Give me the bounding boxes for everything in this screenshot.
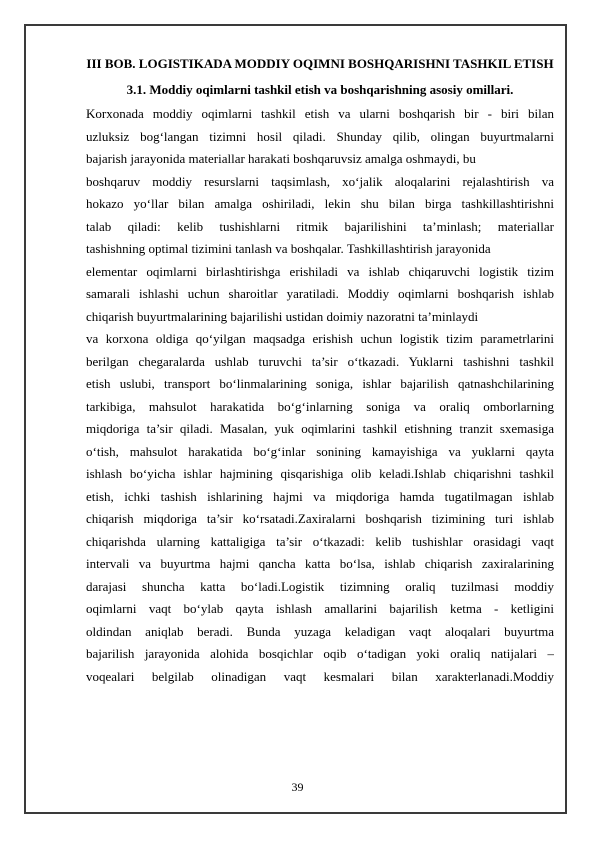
text-line: uzluksiz bog‘langan tizimni hosil qiladi. Shunday qilib, olingan buyurtmalarni bbox=[86, 128, 554, 144]
text-line: elementar oqimlarni birlashtirishga erishiladi va ishlab chiqaruvchi logistik tizim bbox=[86, 263, 554, 279]
text-line: etish, ichki tashish ishlarining hajmi va miqdoriga hamda tugatilmagan ishlab bbox=[86, 488, 554, 504]
text-line: intervali va buyurtma hajmi qancha katta bo‘lsa, ishlab chiqarish zaxiralarining bbox=[86, 556, 554, 571]
text-line: tarkibiga, mahsulot harakatida bo‘g‘inlarning soniga va oraliq omborlarning bbox=[86, 398, 554, 414]
text-line: chiqarish miqdoriga ta’sir ko‘rsatadi.Zaxiralarni boshqarish tizimining turi ishlab bbox=[86, 511, 554, 526]
text-line: talab qiladi: kelib tushishlarni ritmik bajarilishini ta’minlash; materiallar bbox=[86, 218, 554, 234]
text-line: tashishning optimal tizimini tanlash va boshqalar. Tashkillashtirish jarayonida bbox=[86, 241, 491, 256]
text-line: etish uslubi, transport bo‘linmalarining soniga, ishlar bajarilish qatnashchilarining bbox=[86, 376, 554, 391]
text-line: voqealari belgilab olinadigan vaqt kesmalari bilan xarakterlanadi.Moddiy bbox=[86, 668, 554, 684]
text-line: hokazo yo‘llar bilan amalga oshiriladi, lekin shu bilan birga tashkillashtirishni bbox=[86, 196, 554, 211]
text-line: darajasi shuncha katta bo‘ladi.Logistik tizimning oraliq tuzilmasi moddiy bbox=[86, 578, 554, 594]
text-line: berilgan chegaralarda ushlab turuvchi ta’sir o‘tkazadi. Yuklarni tashishni tashkil bbox=[86, 353, 554, 369]
text-line: bajarilish jarayonida alohida bosqichlar oqib o‘tadigan yoki oraliq natijalari – bbox=[86, 646, 554, 661]
text-line: chiqarish buyurtmalarining bajarilishi ustidan doimiy nazoratni ta’minlaydi bbox=[86, 308, 479, 324]
body-paragraph bbox=[86, 103, 554, 688]
document-body bbox=[86, 53, 554, 688]
text-line: oldindan aniqlab beradi. Bunda yuzaga keladigan vaqt aloqalari buyurtma bbox=[86, 623, 554, 639]
chapter-title: III BOB. LOGISTIKADA MODDIY OQIMNI BOSHQARISHNI TASHKIL ETISH bbox=[86, 56, 554, 71]
text-line: bajarish jarayonida materiallar harakati boshqaruvsiz amalga oshmaydi, bu bbox=[86, 151, 476, 166]
text-line: va korxona oldiga qo‘yilgan maqsadga erishish uchun logistik tizim parametrlarini bbox=[86, 331, 554, 346]
page-number: 39 bbox=[291, 780, 304, 794]
section-title: 3.1. Moddiy oqimlarni tashkil etish va boshqarishning asosiy omillari. bbox=[126, 82, 514, 97]
text-line: miqdoriga ta’sir qiladi. Masalan, yuk oqimlarini tashkil etishning tranzit sxemasiga bbox=[86, 421, 554, 436]
text-line: o‘tish, mahsulot harakatida bo‘g‘inlar sonining kamayishiga va yuklarni qayta bbox=[86, 443, 554, 459]
text-line: samarali ishlashi uchun sharoitlar yaratiladi. Moddiy oqimlarni boshqarish ishlab bbox=[86, 286, 554, 301]
text-line: oqimlarni vaqt bo‘ylab qayta ishlash amallarini bajarilish ketma - ketligini bbox=[86, 601, 554, 616]
text-line: boshqaruv moddiy resurslarni taqsimlash, xo‘jalik aloqalarini rejalashtirish va bbox=[86, 173, 554, 189]
text-line: chiqarishda ularning kattaligiga ta’sir o‘tkazadi: kelib tushishlar orasidagi vaqt bbox=[86, 533, 554, 549]
text-line: ishlash bo‘yicha ishlar hajmining qisqarishiga olib keladi.Ishlab chiqarishni tashkil bbox=[86, 466, 554, 481]
text-line: Korxonada moddiy oqimlarni tashkil etish va ularni boshqarish bir - biri bilan bbox=[86, 106, 554, 121]
